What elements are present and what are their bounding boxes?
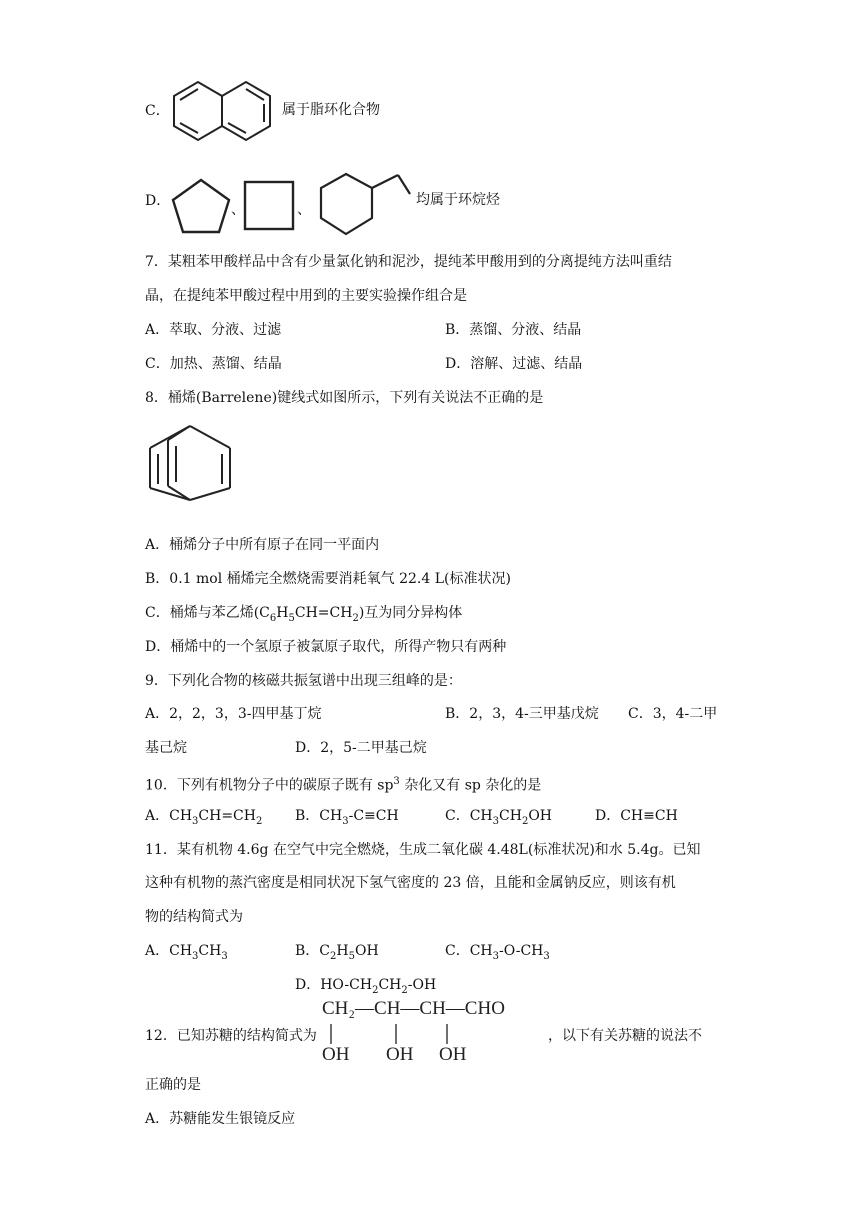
q11-option-a: A．$CH_3CH_3$ bbox=[145, 943, 228, 962]
q9-option-c-part-1: C．3，4-二甲 bbox=[628, 706, 718, 722]
q6-option-c-label: C． bbox=[145, 103, 170, 119]
q11-option-b: B．$C_2H_5OH$ bbox=[295, 943, 379, 962]
q6-option-d-separator-1: 、 bbox=[231, 202, 245, 218]
q9-stem: 9．下列化合物的核磁共振氢谱中出现三组峰的是： bbox=[145, 673, 462, 689]
threose-hydroxyl-2: OH bbox=[386, 1044, 414, 1065]
q8-option-d: D．桶烯中的一个氢原子被氯原子取代，所得产物只有两种 bbox=[145, 639, 507, 655]
q7-stem-line-1: 7．某粗苯甲酸样品中含有少量氯化钠和泥沙，提纯苯甲酸用到的分离提纯方法叫重结 bbox=[145, 254, 672, 270]
q7-option-b: B．蒸馏、分液、结晶 bbox=[445, 322, 582, 338]
q8-option-c: C．桶烯与苯乙烯$(C_6H_5CH=CH_2)$互为同分异构体 bbox=[145, 605, 463, 624]
q6-option-c-text: 属于脂环化合物 bbox=[282, 102, 380, 118]
cyclobutane-structure bbox=[243, 180, 295, 232]
q8-option-a: A．桶烯分子中所有原子在同一平面内 bbox=[145, 537, 380, 553]
naphthalene-structure bbox=[170, 80, 278, 144]
threose-formula-chain: CH₂—CH—CH—CHO bbox=[322, 998, 505, 1019]
q6-option-d-separator-2: 、 bbox=[297, 202, 311, 218]
q9-option-a: A．2，2，3，3-四甲基丁烷 bbox=[145, 706, 322, 722]
q7-option-d: D．溶解、过滤、结晶 bbox=[445, 356, 583, 372]
q10-option-a: A．$CH_3CH=CH_2$ bbox=[145, 808, 263, 827]
q10-option-d: D．CH≡CH bbox=[595, 808, 678, 824]
q11-option-d: D．$HO-CH_2CH_2-OH$ bbox=[295, 977, 437, 996]
q10-stem: 10．下列有机物分子中的碳原子既有 $sp^3$ 杂化又有 sp 杂化的是 bbox=[145, 776, 542, 794]
q9-option-d: D．2，5-二甲基己烷 bbox=[295, 740, 427, 756]
q6-option-d-label: D． bbox=[145, 193, 171, 209]
threose-hydroxyl-1: OH bbox=[322, 1044, 350, 1065]
q9-option-b: B．2，3，4-三甲基戊烷 bbox=[445, 706, 599, 722]
q7-option-c: C．加热、蒸馏、结晶 bbox=[145, 356, 282, 372]
q7-option-a: A．萃取、分液、过滤 bbox=[145, 322, 282, 338]
q9-option-c-part-2: 基己烷 bbox=[145, 740, 187, 756]
ethylcyclohexane-structure bbox=[318, 172, 414, 238]
q12-stem-line-2: 正确的是 bbox=[145, 1077, 201, 1093]
q10-option-c: C．$CH_3CH_2OH$ bbox=[445, 808, 552, 827]
q8-stem: 8．桶烯(Barrelene)键线式如图所示，下列有关说法不正确的是 bbox=[145, 390, 544, 406]
q11-stem-line-3: 物的结构简式为 bbox=[145, 909, 243, 925]
q11-stem-line-1: 11．某有机物 4.6g 在空气中完全燃烧，生成二氧化碳 4.48L(标准状况)和水 5.4g。已知 bbox=[145, 842, 701, 858]
q6-option-d-text: 均属于环烷烃 bbox=[416, 192, 500, 208]
q7-stem-line-2: 晶，在提纯苯甲酸过程中用到的主要实验操作组合是 bbox=[145, 288, 467, 304]
q12-stem-suffix: ，以下有关苏糖的说法不 bbox=[548, 1028, 702, 1044]
barrelene-structure bbox=[146, 424, 234, 502]
q12-stem-prefix: 12．已知苏糖的结构简式为 bbox=[145, 1028, 317, 1044]
q11-option-c: C．$CH_3-O-CH_3$ bbox=[445, 943, 550, 962]
q8-option-b: B．0.1 mol 桶烯完全燃烧需要消耗氧气 22.4 L(标准状况) bbox=[145, 571, 511, 587]
q10-option-b: B．$CH_3-C\equiv CH$ bbox=[295, 808, 399, 827]
cyclopentane-structure bbox=[170, 178, 232, 234]
threose-formula-bonds bbox=[326, 1022, 456, 1046]
q11-stem-line-2: 这种有机物的蒸汽密度是相同状况下氢气密度的 23 倍，且能和金属钠反应，则该有机 bbox=[145, 875, 676, 891]
q12-option-a: A．苏糖能发生银镜反应 bbox=[145, 1111, 296, 1127]
threose-hydroxyl-3: OH bbox=[439, 1044, 467, 1065]
